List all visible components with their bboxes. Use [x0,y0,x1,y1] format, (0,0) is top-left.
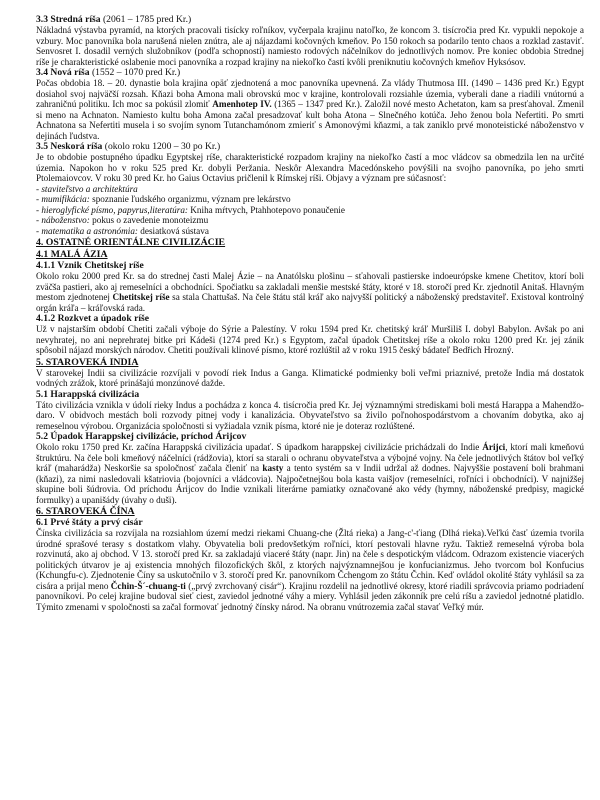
list-item-label: - matematika a astronómia: [36,225,138,236]
paragraph [36,25,584,67]
list-item [36,205,584,216]
section-heading [36,431,584,442]
chapter-heading [36,249,584,260]
heading-title: 4.1 MALÁ ÁZIA [36,249,108,260]
paragraph [36,271,584,313]
text-run: , ktorí mali kmeňovú štruktúru. Na čele boli kmeňový náčelníci (rádžovia), ktorí sa starali o ochranu obyvateľstva a výbojné vojny. Na čele jednotlivých štátov bol veľký kráľ (maharádža) Neskoršie sa spoločnosť začala členiť na [36,442,584,473]
heading-title: 4.1.2 Rozkvet a úpadok ríše [36,313,149,324]
list-item-text: pokus o zavedenie monoteizmu [89,215,209,225]
list-item [36,215,584,226]
bold-term: Amenhotep IV. [212,99,272,109]
text-run: Táto civilizácia vznikla v údolí rieky Indus a pochádza z konca 4. tisícročia pred Kr. Jej významnými strediskami boli mestá Harappa a Mahendžo-daro. V obidvoch mestách boli rozvody pitnej vody i kanalizácia. Obyvateľstvo sa živilo poľnohospodárstvom a chovaním dobytka, ako aj remeselnou výrobou. Organizácia spoločnosti si vyžiadala vznik písma, ktoré nie je doteraz rozlúštené. [36,399,584,431]
bold-term: Chetitskej ríše [112,292,170,302]
chapter-heading [36,237,584,248]
heading-dates: (2061 – 1785 pred Kr.) [100,14,192,25]
list-item-label: - mumifikácia: [36,194,90,204]
chapter-heading [36,357,584,368]
heading-title: 6. STAROVEKÁ ČÍNA [36,506,135,517]
heading-title: 6.1 Prvé štáty a prvý cisár [36,517,143,528]
paragraph [36,400,584,432]
list-item [36,184,584,195]
bold-term: Čchin-Š´-chuang-ti [110,580,186,591]
list-item-text: spoznanie ľudského organizmu, význam pre lekárstvo [89,194,291,204]
text-run: („prvý zvrchovaný cisár“). Krajinu rozdelil na jednotlivé okresy, ktoré riadili správcovia priamo podriadení panovníkovi. Po celej krajine budoval sieť ciest, zaviedol jednotné váhy a miery. Vyhlásil jeden zákonník pre celú ríšu a zaviedol jednotné platidlo. Týmito zmenami v spoločnosti sa začal formovať jednotný čínsky národ. Na obranu vnútrozemia začal stavať Veľký múr. [36,580,584,612]
section-heading [36,517,584,528]
text-run: Nákladná výstavba pyramíd, na ktorých pracovali tisícky roľníkov, vyčerpala krajinu natoľko, že koncom 3. tisícročia pred Kr. vypukli nepokoje a vzbury. Moc panovníka bola narušená nielen znútra, ale aj nájazdami kočovných kmeňov. Po 150 rokoch sa podarilo tento chaos a rozklad zastaviť. Senvosret I. dosadil verných služobníkov (podľa schopností) namiesto rodových náčelníkov do jednotlivých nomov. Pre koniec obdobia Strednej ríše je charakteristické oslabenie moci panovníka a rozpad krajiny na niekoľko častí kvôli preniknutiu kočovných kmeňov Hyksósov. [36,25,584,67]
list-item-label: - staviteľstvo a architektúra [36,183,138,194]
text-run: a tento systém sa v Indii udržal až dodnes. Najvyššie postavení boli brahmani (kňazi), za nimi nasledovali kšatriovia (bojovníci a vládcovia). Najpočetnejšou bola kasta vaišjov (remeselníci, roľníci i obchodníci). V najnižšej skupine boli šúdrovia. Od príchodu Árijcov do Indie vznikali literárne pamiatky označované ako védy (hymny, náboženské predpisy, magické formulky) a upanišády (úvahy o duši). [36,463,584,505]
section-heading [36,313,584,324]
section-heading [36,389,584,400]
heading-title: 3.5 Neskorá ríša [36,141,103,152]
text-run: V starovekej Indii sa civilizácie rozvíjali v povodí riek Indus a Ganga. Klimatické podmienky boli veľmi priaznivé, pretože India má dostatok vodných zrážok, ktoré prinášajú monzúnové dažde. [36,367,584,388]
heading-title: 5. STAROVEKÁ INDIA [36,356,139,368]
bullet-list [36,184,584,237]
list-item-label: - hieroglyfické písmo, papyrus,literatúra: [36,204,188,215]
list-item-text: Kniha mŕtvych, Ptahhotepovo ponaučenie [188,204,345,215]
paragraph [36,442,584,505]
list-item-label: - náboženstvo: [36,215,90,225]
paragraph [36,78,584,141]
section-heading [36,260,584,271]
text-run: Je to obdobie postupného úpadku Egyptskej ríše, charakteristické rozpadom krajiny na niekoľko častí a moc vládcov sa obmedzila len na určité územia. Napokon ho v roku 525 pred Kr. dobyli Peržania. Neskôr Alexandra Macedónskeho povýšili na svojho panovníka, po jeho smrti Ptolemaiovcov. V roku 30 pred Kr. ho Gaius Octavius pričlenil k Rímskej ríši. Objavy a význam pre súčasnosť: [36,152,584,183]
heading-title: 3.4 Nová ríša [36,67,90,78]
list-item-text: desiatková sústava [138,225,209,236]
section-heading [36,67,584,78]
text-run: (1365 – 1347 pred Kr.). Založil nové mesto Achetaton, kam sa presťahoval. Zmenil si meno na Achnaton. Namiesto kultu boha Amona začal presadzovať kult boha Atona – Slnečného kotúča. Jeho ženou bola Nefertiti. Po smrti Achnatona sa Nefertiti musela i so svojím synom Tutanchamónom zmieriť s Amonovými kňazmi, a tak zaniklo prvé monoteistické náboženstvo v dejinách ľudstva. [36,99,585,141]
list-item [36,194,584,205]
text-run: Už v najstarším období Chetiti začali výboje do Sýrie a Palestíny. V roku 1594 pred Kr. chetitský kráľ Muršiliš I. dobyl Babylon. Avšak po ani nevyhratej, no ani neprehratej bitke pri Kádeši (1274 pred Kr.) s Egyptom, začal úpadok Chetitskej ríše a okolo roku 1200 pred Kr. jej zánik spôsobil nájazd morských národov. Chetiti používali klinové písmo, ktoré rozlúštil až v roku 1915 český bádateľ Bedřich Hrozný. [36,324,584,355]
bold-term: Árijci [482,442,506,452]
paragraph [36,152,584,184]
section-heading [36,14,584,25]
text-run: Okolo roku 1750 pred Kr. začína Harappská civilizácia upadať. S úpadkom harappskej civilizácie prichádzali do Indie [36,442,483,452]
heading-title: 3.3 Stredná ríša [36,14,101,25]
heading-title: 4. OSTATNÉ ORIENTÁLNE CIVILIZÁCIE [36,237,226,248]
text-run: Okolo roku 2000 pred Kr. sa do strednej časti Malej Ázie – na Anatólsku plošinu – sťahovali pastierske indoeurópske kmene Chetitov, ktorí boli zväčša pastieri, ako aj remeselníci a obchodníci. Spočiatku sa zakladali menšie mestské štáty, ktoré v 18. storočí pred Kr. zjednotil Anitaš. Hlavným mestom zjednotenej [36,271,584,302]
heading-dates: (1552 – 1070 pred Kr.) [89,67,181,78]
heading-title: 5.1 Harappská civilizácia [36,388,140,400]
bold-term: kasty [262,463,284,473]
heading-title: 4.1.1 Vznik Chetitskej ríše [36,260,144,271]
heading-title: 5.2 Úpadok Harappskej civilizácie, príchod Árijcov [36,431,247,442]
section-heading [36,141,584,152]
text-run: sa stala Chattušaš. Na čele štátu stál kráľ ako najvyšší politický a náboženský predstaviteľ. Existoval kontrolný orgán kráľa – kráľovská rada. [36,292,584,313]
paragraph [36,324,584,356]
text-run: Počas obdobia 18. – 20. dynastie bola krajina opäť zjednotená a moc panovníka upevnená. Za vlády Thutmosa III. (1490 – 1436 pred Kr.) Egypt dosiahol svoj najväčší rozsah. Kňazi boha Amona mali obrovskú moc v krajine, kontrolovali rozsiahle územia, vyberali dane a riadili vnútornú a zahraničnú politiku. Ich moc sa pokúsil zlomiť [36,78,584,109]
heading-dates: (okolo roku 1200 – 30 po Kr.) [102,141,221,152]
list-item [36,226,584,237]
paragraph [36,368,584,389]
text-run: Čínska civilizácia sa rozvíjala na rozsiahlom území medzi riekami Chuang-che (Žltá rieka) a Jang-c'-ťiang (Dlhá rieka).Veľkú časť územia tvorila úrodné sprašové terasy s dostatkom vlahy. Obyvatelia boli predovšetkým roľníci, ktorí pestovali hlavne ryžu. Taktiež remeselná výroba bola rozvinutá, ako aj obchod. V 13. storočí pred Kr. sa zakladajú viaceré štáty (napr. Jin) na čele s despotickým vládcom. Odrazom existencie viacerých politických útvarov je aj existencia mnohých filozofických škôl, z ktorých najvýznamnejšou je konfucianizmus. Jeho tvorcom bol Konfucius (Kchungfu-c). Zjednotenie Číny sa uskutočnilo v 3. storočí pred Kr. panovníkom Čchengom zo štátu Čchin. Keď ovládol okolité štáty vyhlásil sa za cisára a prijal meno [36,528,584,591]
chapter-heading [36,506,584,517]
paragraph [36,528,584,612]
